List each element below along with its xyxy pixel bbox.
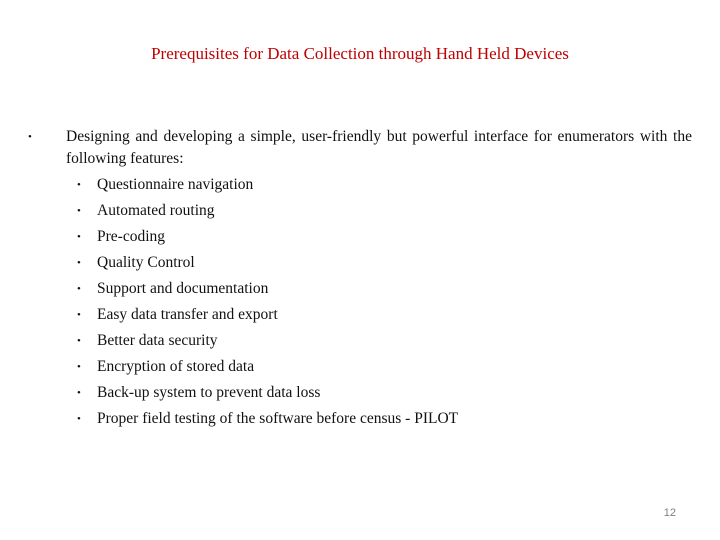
feature-label: Proper field testing of the software before census - PILOT <box>97 410 459 427</box>
slide-title: Prerequisites for Data Collection through Hand Held Devices <box>151 44 569 63</box>
bullet-icon: • <box>77 309 81 321</box>
slide-content <box>28 126 692 432</box>
feature-label: Support and documentation <box>97 280 269 297</box>
bullet-icon: • <box>77 179 81 191</box>
feature-list-item <box>58 380 692 406</box>
bullet-icon: • <box>77 413 81 425</box>
feature-label: Pre-coding <box>97 228 166 245</box>
feature-list-item <box>58 302 692 328</box>
feature-label: Easy data transfer and export <box>97 306 278 323</box>
bullet-icon: • <box>77 335 81 347</box>
feature-label: Questionnaire navigation <box>97 176 254 193</box>
feature-list-item <box>58 328 692 354</box>
bullet-icon: • <box>77 283 81 295</box>
feature-list-item <box>58 172 692 198</box>
feature-list-item <box>58 406 692 432</box>
feature-label: Automated routing <box>97 202 215 219</box>
bullet-icon: • <box>77 257 81 269</box>
feature-list-item <box>58 224 692 250</box>
feature-list-item <box>58 250 692 276</box>
bullet-icon: • <box>77 361 81 373</box>
bullet-icon: • <box>77 205 81 217</box>
page-number: 12 <box>663 507 676 519</box>
feature-label: Quality Control <box>97 254 195 271</box>
feature-list-item <box>58 198 692 224</box>
feature-label: Back-up system to prevent data loss <box>97 384 321 401</box>
feature-list-item <box>58 354 692 380</box>
main-bullet-point <box>28 126 692 170</box>
main-bullet-text: Designing and developing a simple, user-friendly but powerful interface for enumerators with the following features: <box>66 128 692 167</box>
feature-list <box>28 172 692 432</box>
feature-list-item <box>58 276 692 302</box>
bullet-icon: • <box>77 231 81 243</box>
bullet-icon: • <box>77 387 81 399</box>
feature-label: Better data security <box>97 332 218 349</box>
bullet-icon: • <box>28 131 32 143</box>
feature-label: Encryption of stored data <box>97 358 255 375</box>
